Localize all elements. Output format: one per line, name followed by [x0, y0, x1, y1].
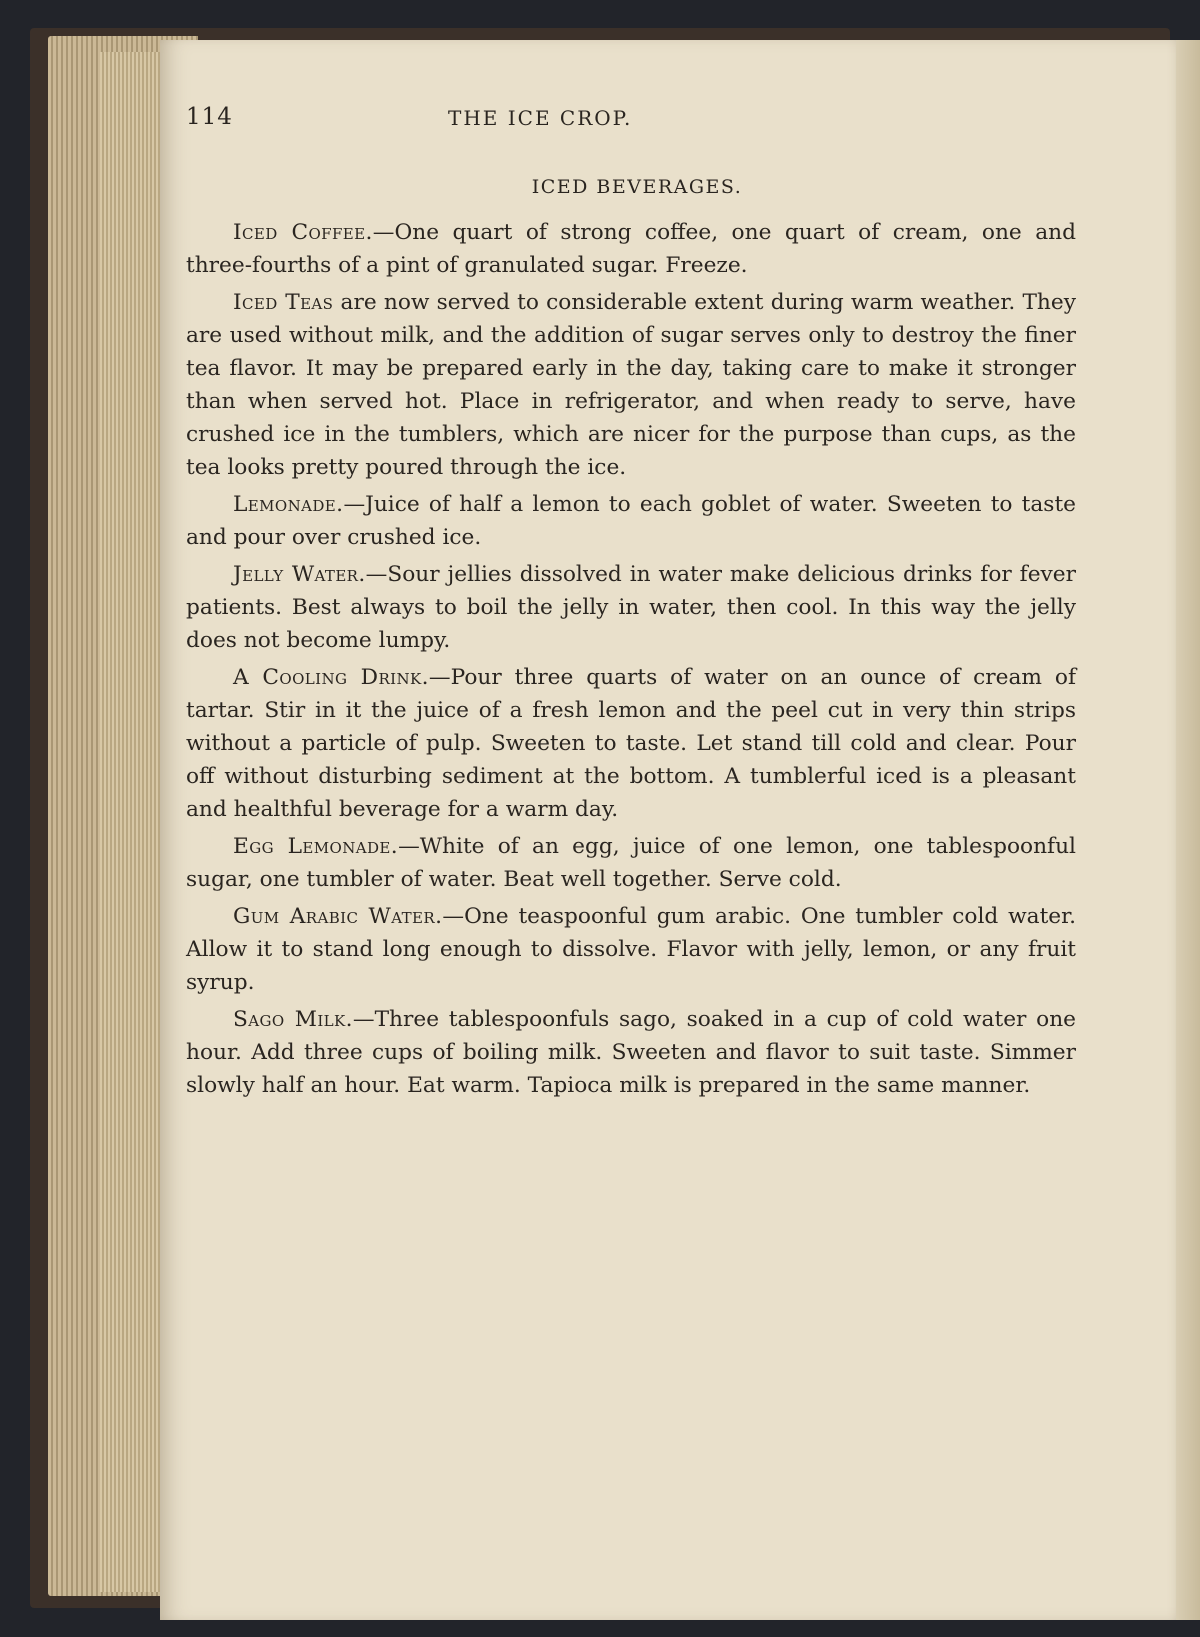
recipe-text: —Juice of half a lemon to each goblet of water. Sweeten to taste and pour over crushed ice. [186, 492, 1076, 550]
page-number: 114 [186, 104, 233, 130]
recipe-text: —One teaspoonful gum arabic. One tumbler cold water. Allow it to stand long enough to dissolve. Flavor with jelly, lemon, or any fruit syrup. [186, 904, 1076, 995]
recipe-cooling-drink [186, 661, 1076, 826]
recipe-text: —One quart of strong coffee, one quart of cream, one and three-fourths of a pint of granulated sugar. Freeze. [186, 220, 1076, 278]
recipe-egg-lemonade [186, 830, 1076, 896]
recipe-name: Lemonade. [233, 492, 344, 517]
recipe-name: Gum Arabic Water. [233, 904, 443, 929]
page-text [186, 104, 1076, 1106]
recipe-name: Jelly Water. [233, 562, 366, 587]
section-title: ICED BEVERAGES. [531, 176, 743, 198]
facing-page-edge [1176, 40, 1200, 1620]
recipe-text: —Sour jellies dissolved in water make delicious drinks for fever patients. Best always to boil the jelly in water, then cool. In this way the jelly does not become lumpy. [186, 562, 1076, 653]
recipe-list [186, 216, 1076, 1102]
recipe-iced-teas [186, 286, 1076, 484]
recipe-name: Egg Lemonade. [233, 834, 399, 859]
recipe-text: —Three tablespoonfuls sago, soaked in a cup of cold water one hour. Add three cups of boiling milk. Sweeten and flavor to suit taste. Simmer slowly half an hour. Eat warm. Tapioca milk is prepared in the same manner. [186, 1007, 1076, 1098]
recipe-name: Iced Teas [233, 290, 334, 315]
recipe-text: —Pour three quarts of water on an ounce of cream of tartar. Stir in it the juice of a fresh lemon and the peel cut in very thin strips without a particle of pulp. Sweeten to taste. Let stand till cold and clear. Pour off without disturbing sediment at the bottom. A tumblerful iced is a pleasant and healthful beverage for a warm day. [186, 665, 1076, 822]
recipe-text: —White of an egg, juice of one lemon, one tablespoonful sugar, one tumbler of water. Beat well together. Serve cold. [186, 834, 1076, 892]
recipe-iced-coffee [186, 216, 1076, 282]
recipe-name: A Cooling Drink. [233, 665, 429, 690]
recipe-jelly-water [186, 558, 1076, 657]
recipe-sago-milk [186, 1003, 1076, 1102]
recipe-lemonade [186, 488, 1076, 554]
recipe-name: Iced Coffee. [233, 220, 373, 245]
recipe-gum-arabic-water [186, 900, 1076, 999]
running-head [186, 104, 1076, 144]
recipe-text: are now served to considerable extent during warm weather. They are used without milk, and the addition of sugar serves only to destroy the finer tea flavor. It may be prepared early in the day, taking care to make it stronger than when served hot. Place in refrigerator, and when ready to serve, have crushed ice in the tumblers, which are nicer for the purpose than cups, as the tea looks pretty poured through the ice. [186, 290, 1076, 480]
recipe-name: Sago Milk. [233, 1007, 353, 1032]
book-title: THE ICE CROP. [448, 106, 633, 130]
